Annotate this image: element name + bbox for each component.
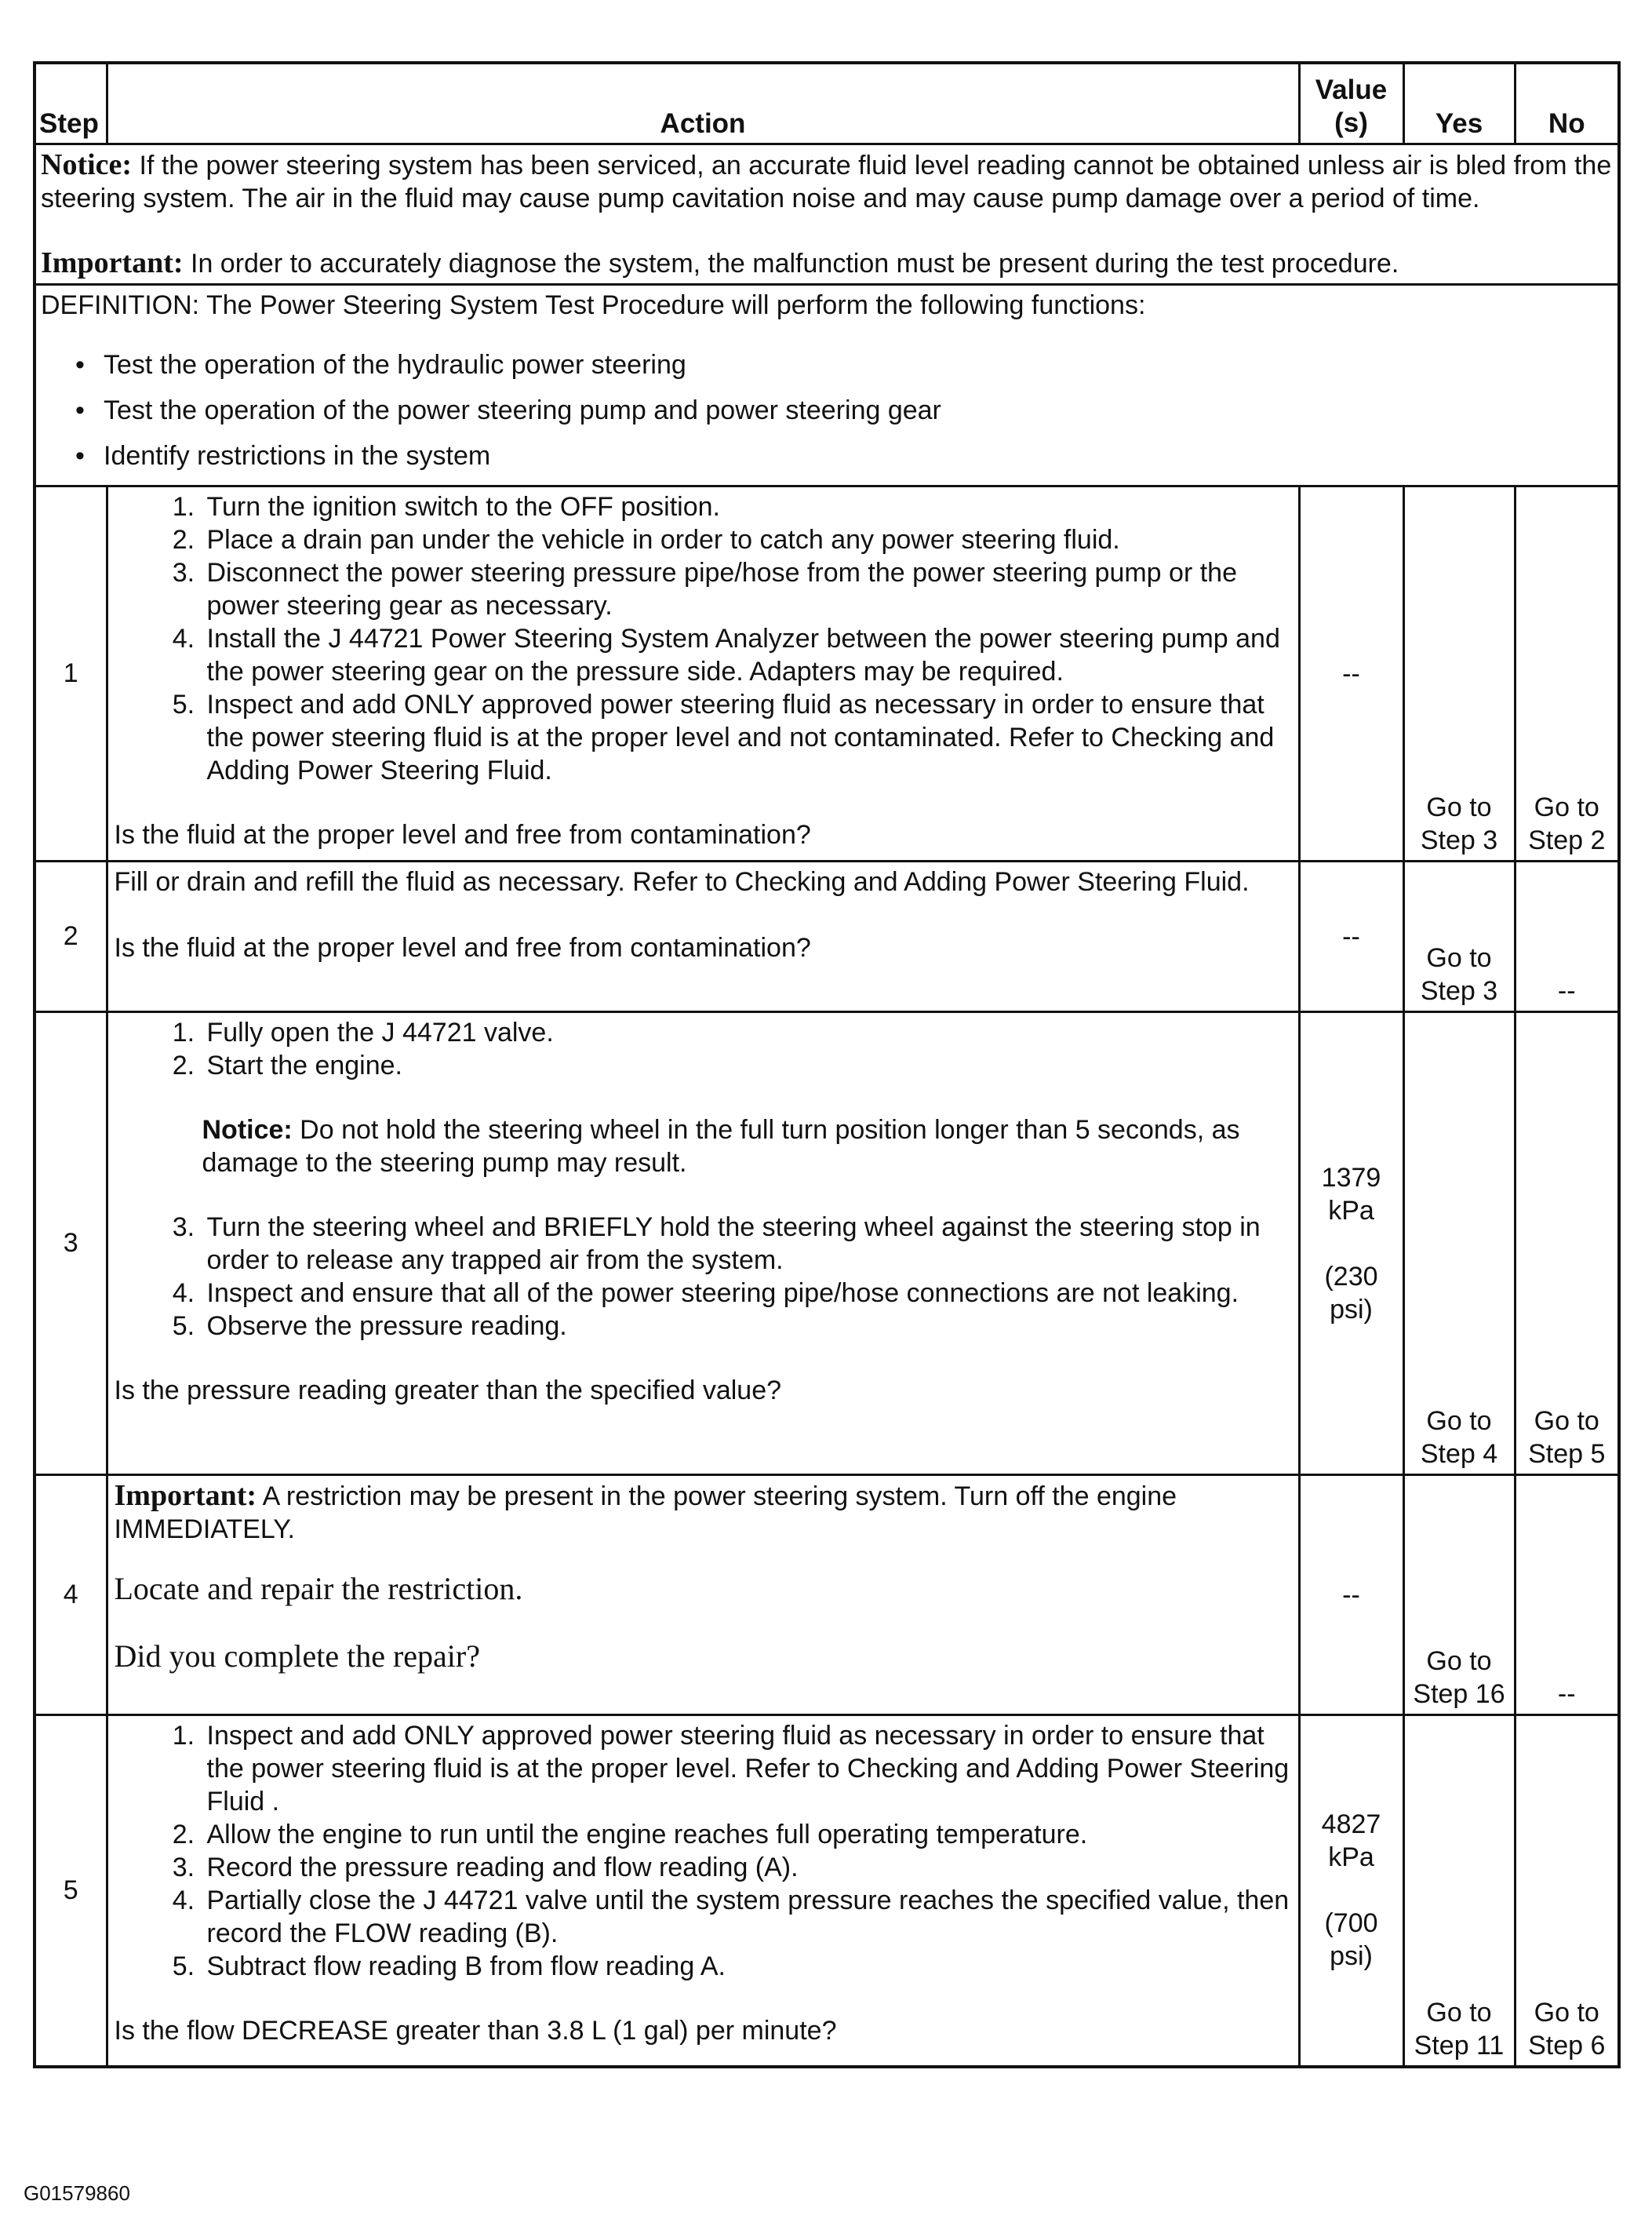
step-no: --	[1515, 1475, 1619, 1715]
step-list	[115, 1016, 1292, 1082]
value-alt-unit: psi)	[1330, 1941, 1373, 1972]
step-yes-text: Go to Step 16	[1413, 1646, 1505, 1709]
step-yes	[1403, 486, 1515, 862]
step-list-item: 3. Record the pressure reading and flow reading (A).	[202, 1851, 1292, 1884]
header-action: Action	[107, 63, 1299, 144]
step-list-item: 4. Install the J 44721 Power Steering System Analyzer between the power steering pump and the power steering gear on the pressure side. Adapters may be required.	[202, 622, 1292, 688]
important-text: In order to accurately diagnose the system, the malfunction must be present during the test procedure.	[183, 249, 1399, 279]
step-list-item: 4. Partially close the J 44721 valve until the system pressure reaches the specified value, then record the FLOW reading (B).	[202, 1884, 1292, 1950]
step-value: --	[1299, 862, 1403, 1012]
step-no: --	[1515, 862, 1619, 1012]
step-action	[107, 1715, 1299, 2067]
step-no-text: Go to Step 6	[1528, 1997, 1606, 2061]
step-no	[1515, 486, 1619, 862]
step-row-3	[35, 1012, 1619, 1475]
notice-cell	[35, 144, 1619, 285]
step-value: --	[1299, 486, 1403, 862]
step-list-item: 4. Inspect and ensure that all of the power steering pipe/hose connections are not leaking.	[202, 1277, 1292, 1310]
step-question: Is the pressure reading greater than the specified value?	[114, 1376, 782, 1405]
step-list-item: 1. Fully open the J 44721 valve.	[202, 1016, 1292, 1049]
step-notice	[115, 1113, 1292, 1179]
step-yes-text: Go to Step 3	[1420, 943, 1498, 1006]
step-list-item: 2. Place a drain pan under the vehicle in order to catch any power steering fluid.	[202, 523, 1292, 556]
step-number: 3	[35, 1012, 107, 1475]
step-list-item: 1. Turn the ignition switch to the OFF position.	[202, 490, 1292, 523]
step-question: Is the fluid at the proper level and free from contamination?	[114, 933, 811, 963]
step-row-2	[35, 862, 1619, 1012]
header-no: No	[1515, 63, 1619, 144]
step-text: Fill or drain and refill the fluid as necessary. Refer to Checking and Adding Power Steering Fluid.	[114, 867, 1250, 897]
step-list-item: 2. Allow the engine to run until the engine reaches full operating temperature.	[202, 1818, 1292, 1851]
step-action	[107, 1475, 1299, 1715]
diagnostic-table	[33, 61, 1621, 2068]
notice-label: Notice:	[41, 148, 133, 181]
definition-cell	[35, 285, 1619, 486]
step-notice-label: Notice:	[202, 1115, 293, 1145]
definition-bullets	[41, 342, 1613, 479]
header-row	[35, 63, 1619, 144]
value-unit: kPa	[1328, 1842, 1374, 1873]
step-yes-text: Go to Step 4	[1420, 1406, 1498, 1469]
step-notice-text: Do not hold the steering wheel in the full turn position longer than 5 seconds, as damage to the steering pump may result.	[202, 1115, 1240, 1178]
step-yes-text: Go to Step 11	[1414, 1997, 1505, 2061]
step-row-1	[35, 486, 1619, 862]
step-text: Locate and repair the restriction.	[114, 1571, 523, 1606]
value-number: 4827	[1321, 1809, 1381, 1840]
notice-paragraph	[41, 148, 1613, 215]
step-important-label: Important:	[114, 1479, 257, 1512]
step-no-text: Go to Step 2	[1528, 793, 1606, 855]
step-action	[107, 1012, 1299, 1475]
header-yes: Yes	[1403, 63, 1515, 144]
step-action	[107, 486, 1299, 862]
definition-text: DEFINITION: The Power Steering System Test Procedure will perform the following functions:	[41, 290, 1146, 320]
value-alt-unit: psi)	[1330, 1294, 1373, 1325]
step-question: Is the fluid at the proper level and free from contamination?	[114, 820, 811, 850]
step-yes	[1403, 1475, 1515, 1715]
step-yes	[1403, 1715, 1515, 2067]
step-row-4	[35, 1475, 1619, 1715]
value-alt-number: (700	[1324, 1908, 1378, 1939]
bullet-item: • Test the operation of the power steering pump and power steering gear	[41, 388, 1613, 433]
step-number: 5	[35, 1715, 107, 2067]
step-list	[115, 1719, 1292, 1983]
step-number: 4	[35, 1475, 107, 1715]
step-value	[1299, 1715, 1403, 2067]
header-value-label: Value (s)	[1315, 75, 1388, 138]
important-paragraph	[41, 246, 1613, 280]
bullet-item: • Test the operation of the hydraulic power steering	[41, 342, 1613, 388]
step-no	[1515, 1012, 1619, 1475]
step-value	[1299, 1012, 1403, 1475]
step-yes	[1403, 862, 1515, 1012]
step-list-item: 3. Turn the steering wheel and BRIEFLY hold the steering wheel against the steering stop in order to release any trapped air from the system.	[202, 1211, 1292, 1277]
value-unit: kPa	[1328, 1195, 1374, 1226]
step-question: Did you complete the repair?	[114, 1638, 480, 1674]
step-list	[115, 1211, 1292, 1343]
step-list-item: 5. Subtract flow reading B from flow reading A.	[202, 1950, 1292, 1983]
step-list-item: 1. Inspect and add ONLY approved power steering fluid as necessary in order to ensure that the power steering fluid is at the proper level. Refer to Checking and Adding Power Steering Fluid .	[202, 1719, 1292, 1818]
step-number: 1	[35, 486, 107, 862]
step-yes-text: Go to Step 3	[1420, 793, 1498, 855]
step-list-item: 2. Start the engine.	[202, 1049, 1292, 1082]
step-list-item: 5. Observe the pressure reading.	[202, 1310, 1292, 1343]
step-number: 2	[35, 862, 107, 1012]
figure-id: G01579860	[24, 2181, 130, 2205]
diagnostic-table-wrapper	[33, 61, 1617, 2068]
step-value: --	[1299, 1475, 1403, 1715]
value-alt-number: (230	[1324, 1261, 1378, 1292]
value-number: 1379	[1321, 1162, 1381, 1193]
definition-row	[35, 285, 1619, 486]
header-step: Step	[35, 63, 107, 144]
notice-text: If the power steering system has been serviced, an accurate fluid level reading cannot be obtained unless air is bled from the steering system. The air in the fluid may cause pump cavitation noise and may cause pump damage over a period of time.	[41, 151, 1612, 213]
step-important	[115, 1479, 1292, 1546]
step-question: Is the flow DECREASE greater than 3.8 L (1 gal) per minute?	[114, 2016, 837, 2046]
step-no-text: Go to Step 5	[1528, 1406, 1606, 1469]
step-list	[115, 490, 1292, 787]
step-important-text: A restriction may be present in the power steering system. Turn off the engine IMMEDIATELY.	[114, 1481, 1177, 1544]
step-action	[107, 862, 1299, 1012]
important-label: Important:	[41, 246, 184, 279]
step-list-item: 3. Disconnect the power steering pressure pipe/hose from the power steering pump or the power steering gear as necessary.	[202, 556, 1292, 622]
notice-row	[35, 144, 1619, 285]
header-value	[1299, 63, 1403, 144]
step-yes	[1403, 1012, 1515, 1475]
bullet-item: • Identify restrictions in the system	[41, 433, 1613, 479]
step-no	[1515, 1715, 1619, 2067]
step-list-item: 5. Inspect and add ONLY approved power steering fluid as necessary in order to ensure that the power steering fluid is at the proper level and not contaminated. Refer to Checking and Adding Power Steering Fluid.	[202, 688, 1292, 787]
step-row-5	[35, 1715, 1619, 2067]
